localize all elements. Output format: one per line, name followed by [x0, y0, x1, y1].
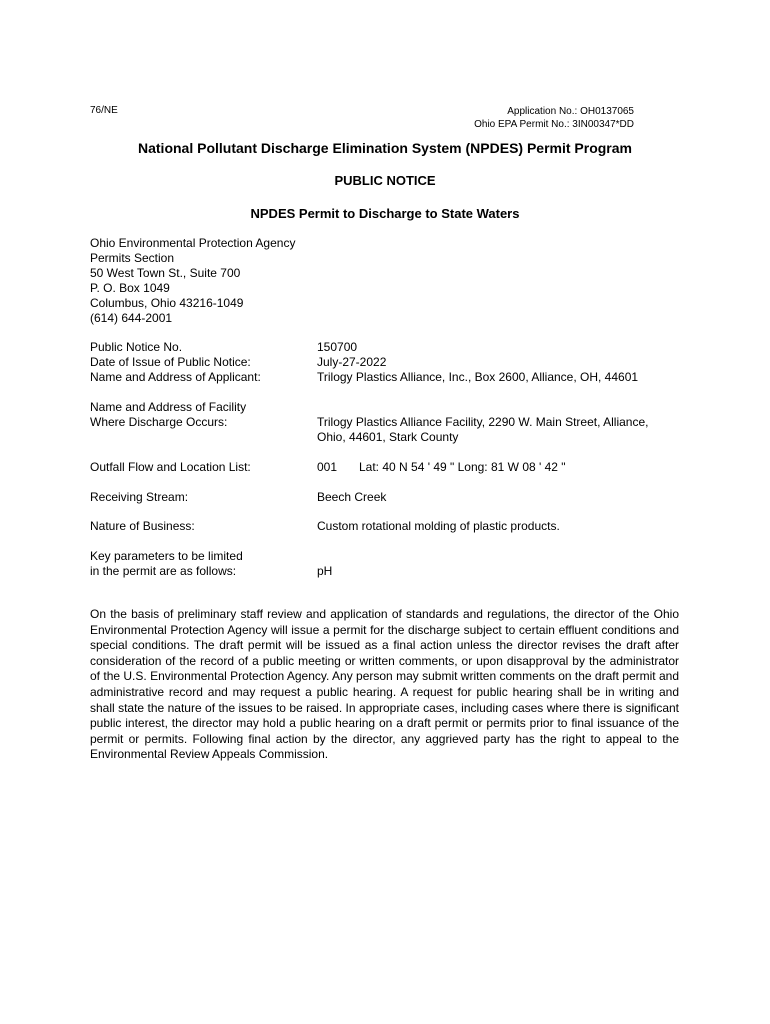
outfall-number: 001: [317, 460, 338, 474]
stream-value: Beech Creek: [317, 490, 387, 504]
agency-line: Ohio Environmental Protection Agency: [90, 236, 296, 250]
notice-info-labels: [90, 340, 310, 385]
outfall-value: [317, 460, 687, 475]
notice-number-value: 150700: [317, 340, 358, 354]
outfall-label: Outfall Flow and Location List:: [90, 460, 251, 474]
region-code: 76/NE: [90, 105, 118, 116]
facility-label: Name and Address of Facility: [90, 400, 247, 414]
business-value: Custom rotational molding of plastic products.: [317, 519, 560, 533]
epa-permit-number: Ohio EPA Permit No.: 3IN00347*DD: [474, 119, 634, 130]
agency-line: Permits Section: [90, 251, 175, 265]
parameters-label: Key parameters to be limited: [90, 549, 243, 563]
application-number: Application No.: OH0137065: [507, 106, 634, 117]
program-title: National Pollutant Discharge Elimination System (NPDES) Permit Program: [138, 140, 632, 156]
facility-value: Ohio, 44601, Stark County: [317, 430, 459, 444]
permit-numbers: [474, 105, 634, 131]
notice-info-values: [317, 340, 687, 385]
applicant-label: Name and Address of Applicant:: [90, 370, 261, 384]
notice-title: PUBLIC NOTICE: [334, 173, 436, 188]
agency-line: P. O. Box 1049: [90, 281, 170, 295]
applicant-value: Trilogy Plastics Alliance, Inc., Box 2600, Alliance, OH, 44601: [317, 370, 639, 384]
notice-body-paragraph: On the basis of preliminary staff review and application of standards and regulations, the director of the Ohio Environmental Protection Agency will issue a permit for the discharge subject to certain effluent conditions and special conditions. The draft permit will be issued as a final action unless the director revises the draft after consideration of the record of a public meeting or written comments, or upon disapproval by the administrator of the U.S. Environmental Protection Agency. Any person may submit written comments on the draft permit and administrative record and may request a public hearing. A request for public hearing shall be in writing and shall state the nature of the issues to be raised. In appropriate cases, including cases where there is significant public interest, the director may hold a public hearing on a draft permit or permits prior to final issuance of the permit or permits. Following final action by the director, any aggrieved party has the right to appeal to the Environmental Review Appeals Commission.: [90, 607, 679, 762]
parameters-label: in the permit are as follows:: [90, 564, 237, 578]
facility-labels: [90, 400, 310, 430]
outfall-location: Lat: 40 N 54 ' 49 " Long: 81 W 08 ' 42 ": [359, 460, 566, 474]
agency-line: (614) 644-2001: [90, 311, 173, 325]
issue-date-value: July-27-2022: [317, 355, 387, 369]
parameters-value: pH: [317, 564, 333, 578]
facility-value: Trilogy Plastics Alliance Facility, 2290 W. Main Street, Alliance,: [317, 415, 649, 429]
agency-line: 50 West Town St., Suite 700: [90, 266, 241, 280]
agency-line: Columbus, Ohio 43216-1049: [90, 296, 244, 310]
stream-label: Receiving Stream:: [90, 490, 189, 504]
parameters-labels: [90, 549, 310, 579]
notice-number-label: Public Notice No.: [90, 340, 183, 354]
facility-label: Where Discharge Occurs:: [90, 415, 228, 429]
permit-title: NPDES Permit to Discharge to State Waters: [250, 206, 520, 221]
issue-date-label: Date of Issue of Public Notice:: [90, 355, 251, 369]
business-label: Nature of Business:: [90, 519, 195, 533]
agency-address: [90, 236, 295, 326]
facility-values: [317, 415, 687, 445]
